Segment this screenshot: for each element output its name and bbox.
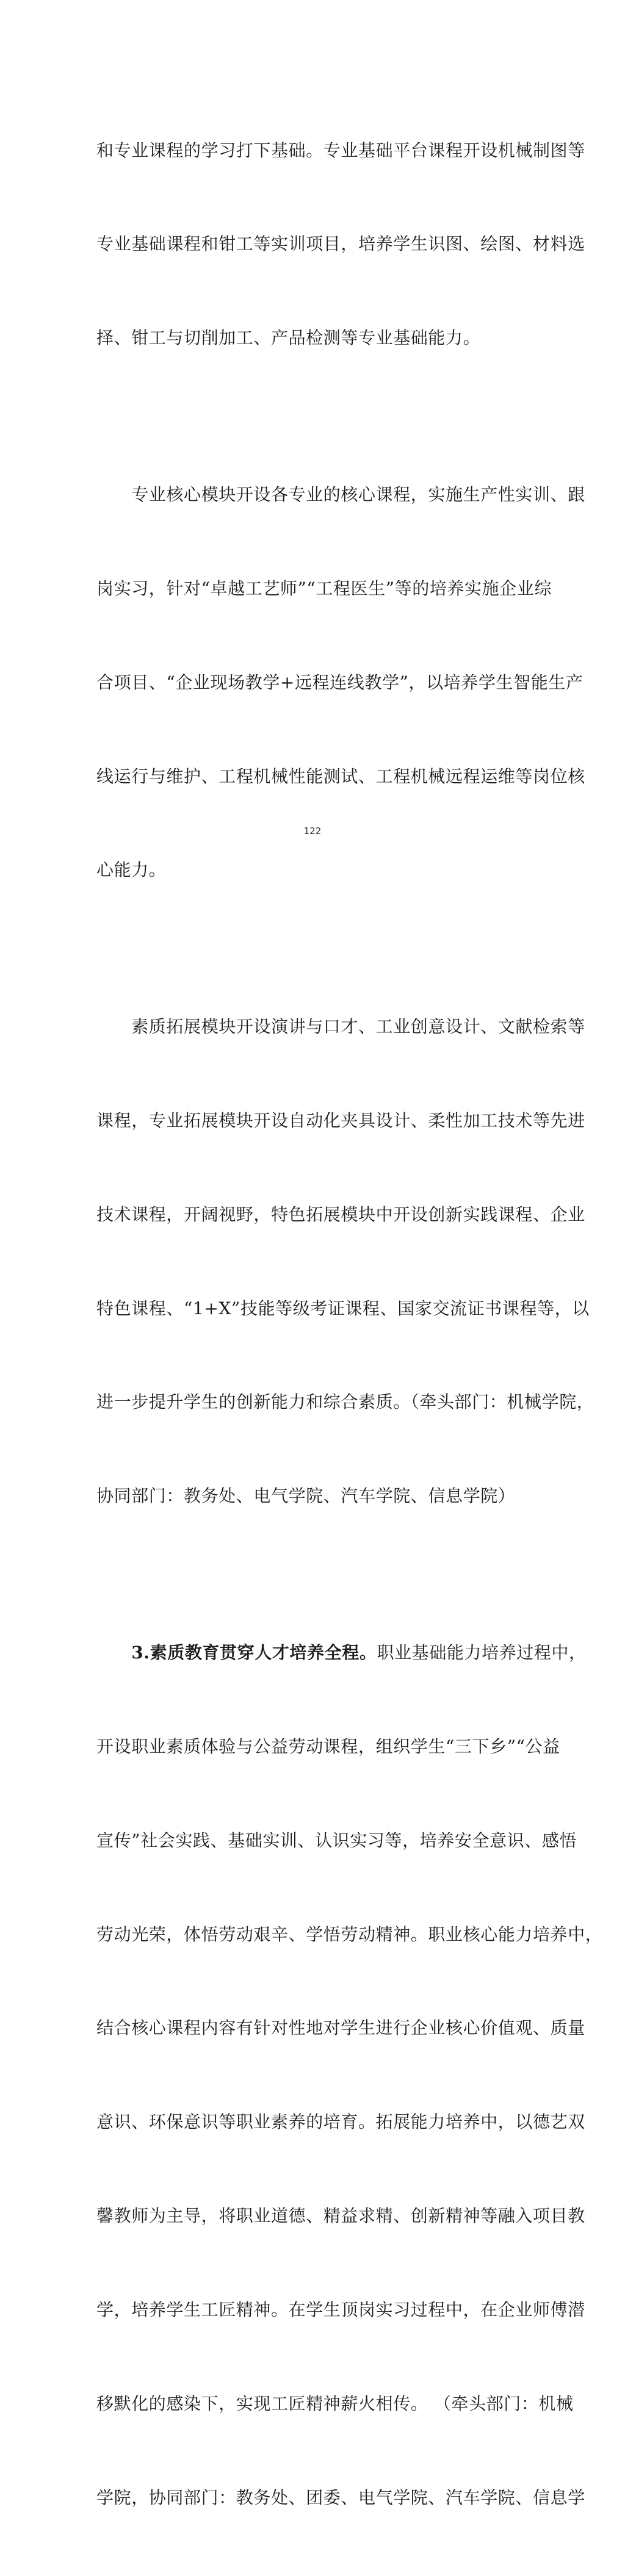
text-line: 学院，协同部门：教务处、团委、电气学院、汽车学院、信息学 xyxy=(96,2487,585,2508)
text-line: 进一步提升学生的创新能力和综合素质。（牵头部门：机械学院， xyxy=(96,1392,594,1412)
text-line: 移默化的感染下，实现工匠精神薪火相传。 （牵头部门：机械 xyxy=(96,2393,574,2414)
paragraph-core-module xyxy=(96,416,585,948)
text-line: 学，培养学生工匠精神。在学生顶岗实习过程中，在企业师傅潜 xyxy=(96,2300,585,2320)
text-line: 岗实习，针对“卓越工艺师”“工程医生”等的培养实施企业综 xyxy=(96,578,552,599)
text-line: 意识、环保意识等职业素养的培育。拓展能力培养中，以德艺双 xyxy=(96,2112,585,2132)
text-line: 宣传”社会实践、基础实训、认识实习等，培养安全意识、感悟 xyxy=(96,1830,577,1851)
text-line: 线运行与维护、工程机械性能测试、工程机械远程运维等岗位核 xyxy=(96,766,585,786)
text-line: 专业核心模块开设各专业的核心课程，实施生产性实训、跟 xyxy=(96,484,585,505)
text-line: 素质拓展模块开设演讲与口才、工业创意设计、文献检索等 xyxy=(96,1016,585,1037)
text-line: 心能力。 xyxy=(96,860,167,880)
text-line: 择、钳工与切削加工、产品检测等专业基础能力。 xyxy=(96,328,481,348)
text-line: 开设职业素质体验与公益劳动课程，组织学生“三下乡”“公益 xyxy=(96,1736,560,1757)
section-heading: 3.素质教育贯穿人才培养全程。 xyxy=(96,1642,377,1663)
text-line: 结合核心课程内容有针对性地对学生进行企业核心价值观、质量 xyxy=(96,2018,585,2038)
text-line: 劳动光荣，体悟劳动艰辛、学悟劳动精神。职业核心能力培养中， xyxy=(96,1924,603,1945)
text-line: 协同部门：教务处、电气学院、汽车学院、信息学院） xyxy=(96,1486,516,1506)
paragraph-quality-expansion xyxy=(96,948,594,1574)
section-heading-line xyxy=(96,1637,587,1668)
text-line: 合项目、“企业现场教学+远程连线教学”，以培养学生智能生产 xyxy=(96,672,583,693)
text-line: 和专业课程的学习打下基础。专业基础平台课程开设机械制图等 xyxy=(96,140,585,160)
text-line: 技术课程，开阔视野，特色拓展模块中开设创新实践课程、企业 xyxy=(96,1204,585,1225)
text-line: 课程，专业拓展模块开设自动化夹具设计、柔性加工技术等先进 xyxy=(96,1110,585,1131)
paragraph-foundation-platform xyxy=(96,72,585,416)
page-number: 122 xyxy=(303,826,322,836)
paragraph-quality-education xyxy=(96,1574,603,2576)
text-line: 馨教师为主导，将职业道德、精益求精、创新精神等融入项目教 xyxy=(96,2206,585,2226)
text-line: 特色课程、“1+X”技能等级考证课程、国家交流证书课程等，以 xyxy=(96,1298,590,1319)
text-line: 专业基础课程和钳工等实训项目，培养学生识图、绘图、材料选 xyxy=(96,234,585,254)
heading-continuation: 职业基础能力培养过程中， xyxy=(377,1642,587,1663)
document-body xyxy=(96,72,603,2576)
